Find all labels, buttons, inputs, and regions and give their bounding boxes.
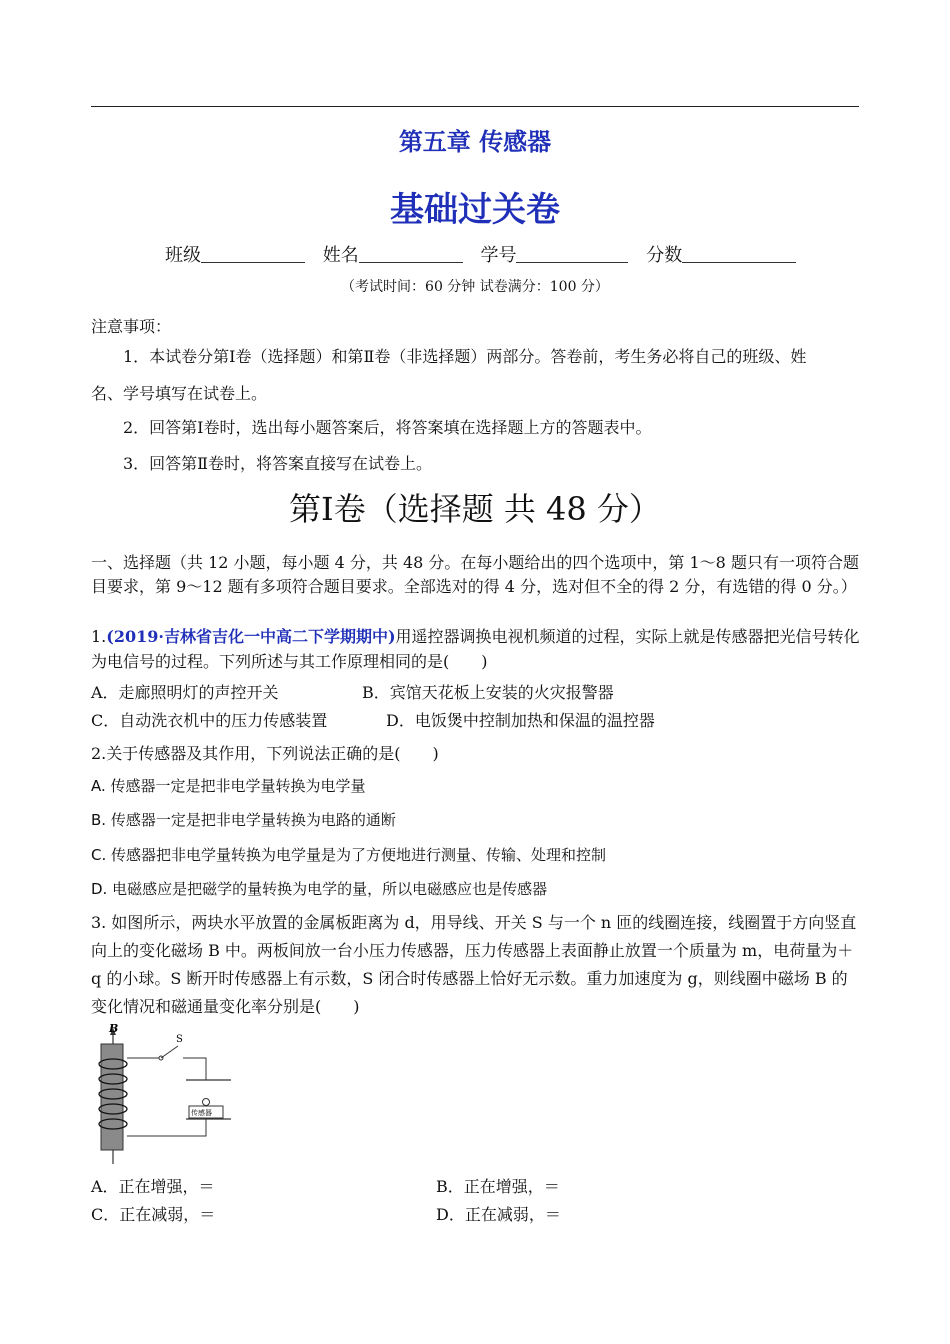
notes-title: 注意事项： <box>91 317 172 336</box>
q1-option-c[interactable]: C．自动洗衣机中的压力传感装置 <box>91 711 328 730</box>
score-label: 分数 <box>646 245 683 266</box>
paper-title: 基础过关卷 <box>390 190 560 230</box>
q2-option-d[interactable]: D. 电磁感应是把磁学的量转换为电学的量，所以电磁感应也是传感器 <box>91 880 548 898</box>
q1-stem: 用遥控器调换电视机频道的过程，实际上就是传感器把光信号转化为电信号的过程。下列所述与其工作原理相同的是( ) <box>91 627 860 671</box>
q3-option-b[interactable]: B．正在增强，＝ <box>436 1177 560 1196</box>
score-blank[interactable] <box>682 244 796 263</box>
q1-source: (2019·吉林省吉化一中高二下学期期中) <box>106 627 396 646</box>
name-blank[interactable] <box>359 244 463 263</box>
question-1 <box>91 624 861 674</box>
q1-option-b[interactable]: B．宾馆天花板上安装的火灾报警器 <box>362 683 614 702</box>
q2-option-b[interactable]: B. 传感器一定是把非电学量转换为电路的通断 <box>91 811 396 829</box>
student-id-blank[interactable] <box>516 244 628 263</box>
q3-stem: 3. 如图所示，两块水平放置的金属板距离为 d，用导线、开关 S 与一个 n 匝的线圈连接，线圈置于方向竖直向上的变化磁场 B 中。两板间放一台小压力传感器，压力传感器上表面静止放置一个质量为 m，电荷量为＋q 的小球。S 断开时传感器上有示数，S 闭合时传感器上恰好无示数。重力加速度为 g，则线圈中磁场 B 的变化情况和磁通量变化率分别是( ) <box>91 913 857 1016</box>
note-item-3: 3．回答第Ⅱ卷时，将答案直接写在试卷上。 <box>123 454 433 473</box>
header-rule <box>91 106 859 107</box>
class-blank[interactable] <box>201 244 305 263</box>
section-intro: 一、选择题（共 12 小题，每小题 4 分，共 48 分。在每小题给出的四个选项中，第 1～8 题只有一项符合题目要求，第 9～12 题有多项符合题目要求。全部选对的得 4 分，选对但不全的得 2 分，有选错的得 0 分。） <box>91 553 859 596</box>
student-info-fields <box>165 241 796 267</box>
note-item-2: 2．回答第Ⅰ卷时，选出每小题答案后，将答案填在选择题上方的答题表中。 <box>123 418 652 437</box>
chapter-title: 第五章 传感器 <box>398 128 552 156</box>
q1-option-a[interactable]: A．走廊照明灯的声控开关 <box>91 683 279 702</box>
exam-info: （考试时间：60 分钟 试卷满分：100 分） <box>341 279 609 295</box>
wire-bottom <box>127 1119 206 1136</box>
q3-option-d[interactable]: D．正在减弱，＝ <box>436 1205 561 1224</box>
note-item-1-cont: 名、学号填写在试卷上。 <box>91 384 268 403</box>
q1-number: 1. <box>91 627 107 646</box>
note-item-1: 1．本试卷分第Ⅰ卷（选择题）和第Ⅱ卷（非选择题）两部分。答卷前，考生务必将自己的班级、姓 <box>123 347 807 366</box>
q3-option-c[interactable]: C．正在减弱，＝ <box>91 1205 216 1224</box>
switch-label: S <box>176 1034 183 1045</box>
q2-option-c[interactable]: C. 传感器把非电学量转换为电学量是为了方便地进行测量、传输、处理和控制 <box>91 846 607 864</box>
switch-arm <box>161 1046 178 1058</box>
coil-circuit-figure <box>91 1024 251 1164</box>
section-title: 第Ⅰ卷（选择题 共 48 分） <box>289 490 661 528</box>
sensor-label: 传感器 <box>191 1109 212 1117</box>
q2-stem: 2.关于传感器及其作用，下列说法正确的是( ) <box>91 744 439 763</box>
charged-ball <box>203 1099 210 1106</box>
q1-option-d[interactable]: D．电饭煲中控制加热和保温的温控器 <box>386 711 655 730</box>
wire-right-top <box>183 1058 206 1080</box>
b-label: B <box>109 1024 119 1035</box>
class-label: 班级 <box>165 245 201 266</box>
q3-option-a[interactable]: A．正在增强，＝ <box>91 1177 215 1196</box>
name-label: 姓名 <box>322 245 359 266</box>
q2-option-a[interactable]: A. 传感器一定是把非电学量转换为电学量 <box>91 777 366 795</box>
student-id-label: 学号 <box>480 245 517 266</box>
